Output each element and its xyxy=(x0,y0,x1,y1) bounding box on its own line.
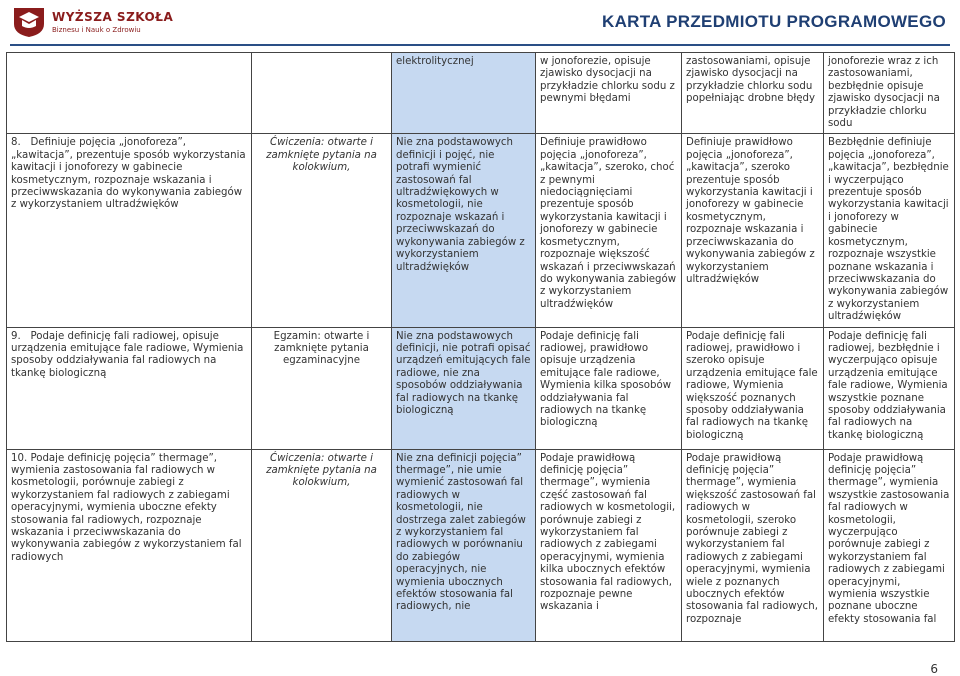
grade2-cell: Nie zna podstawowych definicji i pojęć, nie potrafi wymienić zastosowań fal ultradźwiękowych w kosmetologii, nie rozpoznaje wskazań i przeciwwskazań do wykonywania zabiegów z wykorzystaniem ultradźwięków xyxy=(392,134,536,327)
effect-cell-empty xyxy=(7,53,252,134)
method-cell: Ćwiczenia: otwarte i zamknięte pytania na kolokwium, xyxy=(252,449,392,641)
row-number: 9. xyxy=(11,330,21,342)
header-rule xyxy=(10,44,950,46)
shield-logo-icon xyxy=(12,6,46,38)
grade5-cell: Bezbłędnie definiuje pojęcia „jonoforeza”, „kawitacja”, bezbłędnie i wyczerpująco prezentuje sposób wykorzystania kawitacji i jonoforezy w gabinecie kosmetycznym, rozpoznaje wszystkie poznane wskazania i przeciwwskazania do wykonywania zabiegów z wykorzystaniem ultradźwięków xyxy=(824,134,955,327)
effect-text: Definiuje pojęcia „jonoforeza”, „kawitacja”, prezentuje sposób wykorzystania kawitacji i jonoforezy w gabinecie kosmetycznym, rozpoznaje wskazania i przeciwwskazania do wykonywania zabiegów z wykorzystaniem ultradźwięków xyxy=(11,137,246,211)
method-cell: Egzamin: otwarte i zamknięte pytania egzaminacyjne xyxy=(252,327,392,449)
page-header xyxy=(0,0,960,48)
effect-cell xyxy=(7,449,252,641)
method-cell-empty xyxy=(252,53,392,134)
document-title: KARTA PRZEDMIOTU PROGRAMOWEGO xyxy=(602,12,946,31)
page-number: 6 xyxy=(930,662,938,676)
grade3-cell: Podaje definicję fali radiowej, prawidłowo opisuje urządzenia emitujące fale radiowe, Wymienia kilka sposobów oddziaływania fal radiowych na tkankę biologiczną xyxy=(536,327,682,449)
grade3-cell: w jonoforezie, opisuje zjawisko dysocjacji na przykładzie chlorku sodu z pewnymi błędami xyxy=(536,53,682,134)
grade4-cell: zastosowaniami, opisuje zjawisko dysocjacji na przykładzie chlorku sodu popełniając drobne błędy xyxy=(682,53,824,134)
effect-cell xyxy=(7,327,252,449)
table-row xyxy=(7,134,955,327)
logo-name: WYŻSZA SZKOŁA xyxy=(52,10,174,24)
grade4-cell: Podaje definicję fali radiowej, prawidłowo i szeroko opisuje urządzenia emitujące fale radiowe, Wymienia większość poznanych sposoby oddziaływania fal radiowych na tkankę biologiczną xyxy=(682,327,824,449)
logo-subtitle: Biznesu i Nauk o Zdrowiu xyxy=(52,26,141,34)
grade5-cell: Podaje prawidłową definicję pojęcia” thermage”, wymienia wszystkie zastosowania fal radiowych w kosmetologii, wyczerpująco porównuje zabiegi z wykorzystaniem fal radiowych z zabiegami operacyjnymi, wymienia wszystkie poznane uboczne efekty stosowania fal xyxy=(824,449,955,641)
grade4-cell: Podaje prawidłową definicję pojęcia” thermage”, wymienia większość zastosowań fal radiowych w kosmetologii, szeroko porównuje zabiegi z wykorzystaniem fal radiowych z zabiegami operacyjnymi, wymienia wiele z poznanych ubocznych efektów stosowania fal radiowych, rozpoznaje xyxy=(682,449,824,641)
row-number: 8. xyxy=(11,137,21,149)
grade3-cell: Podaje prawidłową definicję pojęcia” thermage”, wymienia część zastosowań fal radiowych w kosmetologii, porównuje zabiegi z wykorzystaniem fal radiowych z zabiegami operacyjnymi, wymienia kilka ubocznych efektów stosowania fal radiowych, rozpoznaje pewne wskazania i xyxy=(536,449,682,641)
grade5-cell: jonoforezie wraz z ich zastosowaniami, bezbłędnie opisuje zjawisko dysocjacji na przykładzie chlorku sodu xyxy=(824,53,955,134)
table-row xyxy=(7,449,955,641)
grade4-cell: Definiuje prawidłowo pojęcia „jonoforeza”, „kawitacja”, szeroko prezentuje sposób wykorzystania kawitacji i jonoforezy w gabinecie kosmetycznym, rozpoznaje wskazania i przeciwwskazania do wykonywania zabiegów z wykorzystaniem ultradźwięków xyxy=(682,134,824,327)
method-cell: Ćwiczenia: otwarte i zamknięte pytania na kolokwium, xyxy=(252,134,392,327)
school-logo xyxy=(12,6,174,38)
table-row xyxy=(7,327,955,449)
effect-text: Podaje definicję pojęcia” thermage”, wymienia zastosowania fal radiowych w kosmetologii, porównuje zabiegi z wykorzystaniem fal radiowych z zabiegami operacyjnymi, wymienia uboczne efekty stosowania fal radiowych, rozpoznaje wskazania i przeciwwskazania do wykonywania zabiegów z wykorzystaniem fal radiowych xyxy=(11,452,242,563)
grade2-cell: Nie zna podstawowych definicji, nie potrafi opisać urządzeń emitujących fale radiowe, nie zna sposobów oddziaływania fal radiowych na tkankę biologiczną xyxy=(392,327,536,449)
table-row-continuation xyxy=(7,53,955,134)
grade5-cell: Podaje definicję fali radiowej, bezbłędnie i wyczerpująco opisuje urządzenia emitujące fale radiowe, Wymienia wszystkie poznane sposoby oddziaływania fal radiowych na tkankę biologiczną xyxy=(824,327,955,449)
assessment-table xyxy=(6,52,955,642)
effect-text: Podaje definicję fali radiowej, opisuje urządzenia emitujące fale radiowe, Wymienia sposoby oddziaływania fal radiowych na tkankę biologiczną xyxy=(11,330,244,379)
effect-cell xyxy=(7,134,252,327)
row-number: 10. xyxy=(11,452,28,464)
grade2-cell: Nie zna definicji pojęcia” thermage”, nie umie wymienić zastosowań fal radiowych w kosmetologii, nie dostrzega zalet zabiegów z wykorzystaniem fal radiowych w porównaniu do zabiegów operacyjnych, nie wymienia ubocznych efektów stosowania fal radiowych, nie xyxy=(392,449,536,641)
grade3-cell: Definiuje prawidłowo pojęcia „jonoforeza”, „kawitacja”, szeroko, choć z pewnymi niedociągnięciami prezentuje sposób wykorzystania kawitacji i jonoforezy w gabinecie kosmetycznym, rozpoznaje większość wskazań i przeciwwskazań do wykonywania zabiegów z wykorzystaniem ultradźwięków xyxy=(536,134,682,327)
grade2-cell: elektrolitycznej xyxy=(392,53,536,134)
